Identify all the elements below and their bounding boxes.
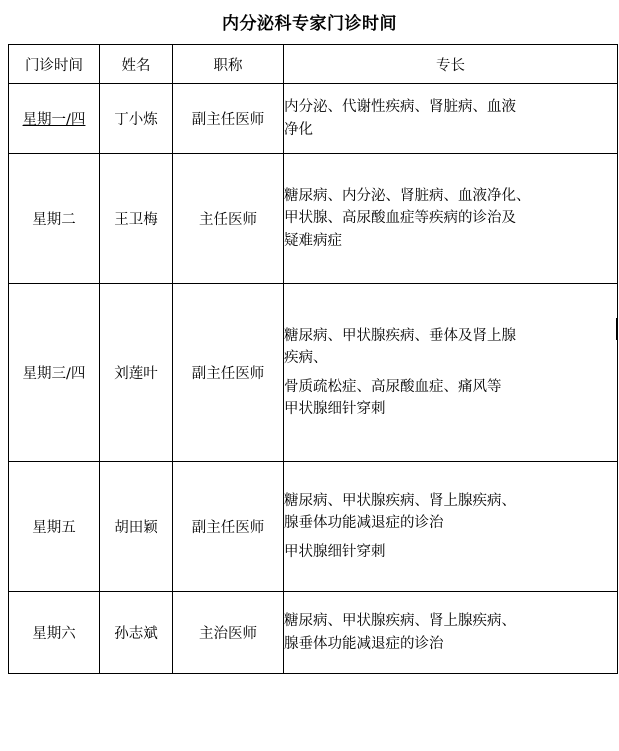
cell-specialty [284, 462, 618, 592]
specialty-line: 糖尿病、内分泌、肾脏病、血液净化、 [284, 187, 531, 204]
table-row [9, 84, 618, 154]
specialty-line: 疑难病症 [284, 232, 342, 249]
column-header-name: 姓名 [100, 45, 173, 84]
cell-rank: 副主任医师 [173, 462, 284, 592]
table-body [9, 84, 618, 674]
cell-name: 刘莲叶 [100, 284, 173, 462]
table-header-row [9, 45, 618, 84]
page-edge-mark [616, 318, 618, 340]
specialty-line: 内分泌、代谢性疾病、肾脏病、血液 [284, 99, 516, 116]
cell-specialty [284, 84, 618, 154]
table-row [9, 462, 618, 592]
specialty-line: 骨质疏松症、高尿酸血症、痛风等 [284, 378, 502, 395]
column-header-time: 门诊时间 [9, 45, 100, 84]
outpatient-schedule-table [8, 44, 618, 674]
cell-rank: 主任医师 [173, 154, 284, 284]
specialty-line: 甲状腺细针穿刺 [284, 543, 386, 560]
time-value: 星期一/四 [22, 112, 86, 128]
specialty-line: 糖尿病、甲状腺疾病、垂体及肾上腺 [284, 327, 516, 344]
column-header-rank: 职称 [173, 45, 284, 84]
cell-name: 孙志斌 [100, 592, 173, 674]
specialty-line: 腺垂体功能减退症的诊治 [284, 515, 444, 532]
cell-time: 星期三/四 [9, 284, 100, 462]
cell-time: 星期六 [9, 592, 100, 674]
cell-name: 王卫梅 [100, 154, 173, 284]
cell-rank: 副主任医师 [173, 84, 284, 154]
specialty-line: 甲状腺、高尿酸血症等疾病的诊治及 [284, 210, 516, 227]
column-header-specialty: 专长 [284, 45, 618, 84]
specialty-line: 糖尿病、甲状腺疾病、肾上腺疾病、 [284, 613, 516, 630]
specialty-line: 糖尿病、甲状腺疾病、肾上腺疾病、 [284, 492, 516, 509]
specialty-line: 腺垂体功能减退症的诊治 [284, 635, 444, 652]
specialty-line: 净化 [284, 121, 313, 138]
cell-time [9, 84, 100, 154]
cell-specialty [284, 154, 618, 284]
table-header [9, 45, 618, 84]
cell-time: 星期二 [9, 154, 100, 284]
specialty-line: 甲状腺细针穿刺 [284, 400, 386, 417]
cell-name: 丁小炼 [100, 84, 173, 154]
cell-name: 胡田颖 [100, 462, 173, 592]
table-row [9, 592, 618, 674]
cell-specialty [284, 592, 618, 674]
specialty-line: 疾病、 [284, 350, 328, 367]
cell-time: 星期五 [9, 462, 100, 592]
table-row [9, 284, 618, 462]
cell-rank: 主治医师 [173, 592, 284, 674]
table-row [9, 154, 618, 284]
cell-specialty [284, 284, 618, 462]
cell-rank: 副主任医师 [173, 284, 284, 462]
page-title: 内分泌科专家门诊时间 [222, 14, 397, 34]
